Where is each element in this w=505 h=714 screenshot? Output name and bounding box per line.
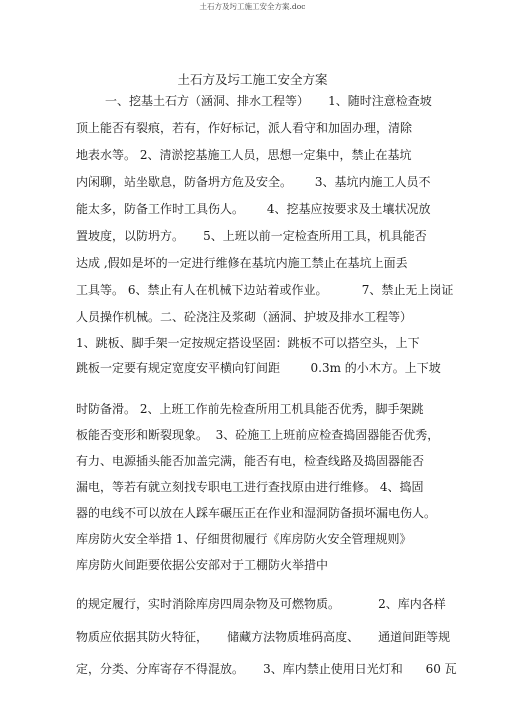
- body-line-20: 物质应依据其防火特征， 储藏方法物质堆码高度、 通道间距等规: [76, 630, 451, 644]
- body-line-13: 板能否变形和断裂现象。 3、砼施工上班前应检查捣固器能否优秀，: [76, 428, 440, 442]
- body-line-21: 定，分类、分库寄存不得混放。 3、库内禁止使用日光灯和 60 瓦: [76, 662, 457, 676]
- document-header-filename: 土石方及圬工施工安全方案.doc: [199, 2, 306, 11]
- body-line-6: 置坡度，以防坍方。 5、上班以前一定检查所用工具，机具能否: [76, 229, 427, 243]
- body-line-14: 有力、电源插头能否加盖完满，能否有电，检查线路及捣固器能否: [76, 454, 425, 468]
- body-line-7: 达成 ,假如是坏的一定进行维修在基坑内施工禁止在基坑上面丢: [76, 256, 408, 270]
- body-line-3: 地表水等。 2、清淤挖基施工人员，思想一定集中，禁止在基坑: [76, 148, 412, 162]
- body-line-12: 时防备滑。 2、上班工作前先检查所用工机具能否优秀，脚手架跳: [76, 402, 424, 416]
- body-line-5: 能太多，防备工作时工具伤人。 4、挖基应按要求及土壤状况放: [76, 202, 431, 216]
- body-line-1: 一、挖基土石方（涵洞、排水工程等） 1、随时注意检查坡: [105, 94, 432, 108]
- body-line-18: 库房防火间距要依据公安部对于工棚防火举措中: [76, 558, 329, 572]
- document-title: 土石方及圬工施工安全方案: [177, 72, 328, 87]
- body-line-10: 1、跳板、脚手架一定按规定搭设坚固：跳板不可以搭空头，上下: [76, 336, 420, 350]
- body-line-8: 工具等。 6、禁止有人在机械下边站着或作业。 7、禁止无上岗证: [76, 283, 454, 297]
- body-line-15: 漏电，等若有就立刻找专职电工进行查找原由进行维修。 4、捣固: [76, 480, 424, 494]
- body-line-2: 顶上能否有裂痕，若有，作好标记，派人看守和加固办理，清除: [76, 121, 413, 135]
- body-line-16: 器的电线不可以放在人踩车碾压正在作业和湿洞防备损坏漏电伤人。: [76, 506, 437, 520]
- body-line-4: 内闲聊，站坐歇息，防备坍方危及安全。 3、基坑内施工人员不: [76, 175, 431, 189]
- body-line-9: 人员操作机械。二、砼浇注及浆砌（涵洞、护坡及排水工程等）: [76, 310, 413, 324]
- body-line-19: 的规定履行，实时消除库房四周杂物及可燃物质。 2、库内各样: [76, 597, 446, 611]
- body-line-11: 跳板一定要有规定宽度安平横向钉间距 0.3m 的小木方。上下坡: [76, 361, 441, 375]
- body-line-17: 库房防火安全举措 1、仔细贯彻履行《库房防火安全管理规则》: [76, 532, 412, 546]
